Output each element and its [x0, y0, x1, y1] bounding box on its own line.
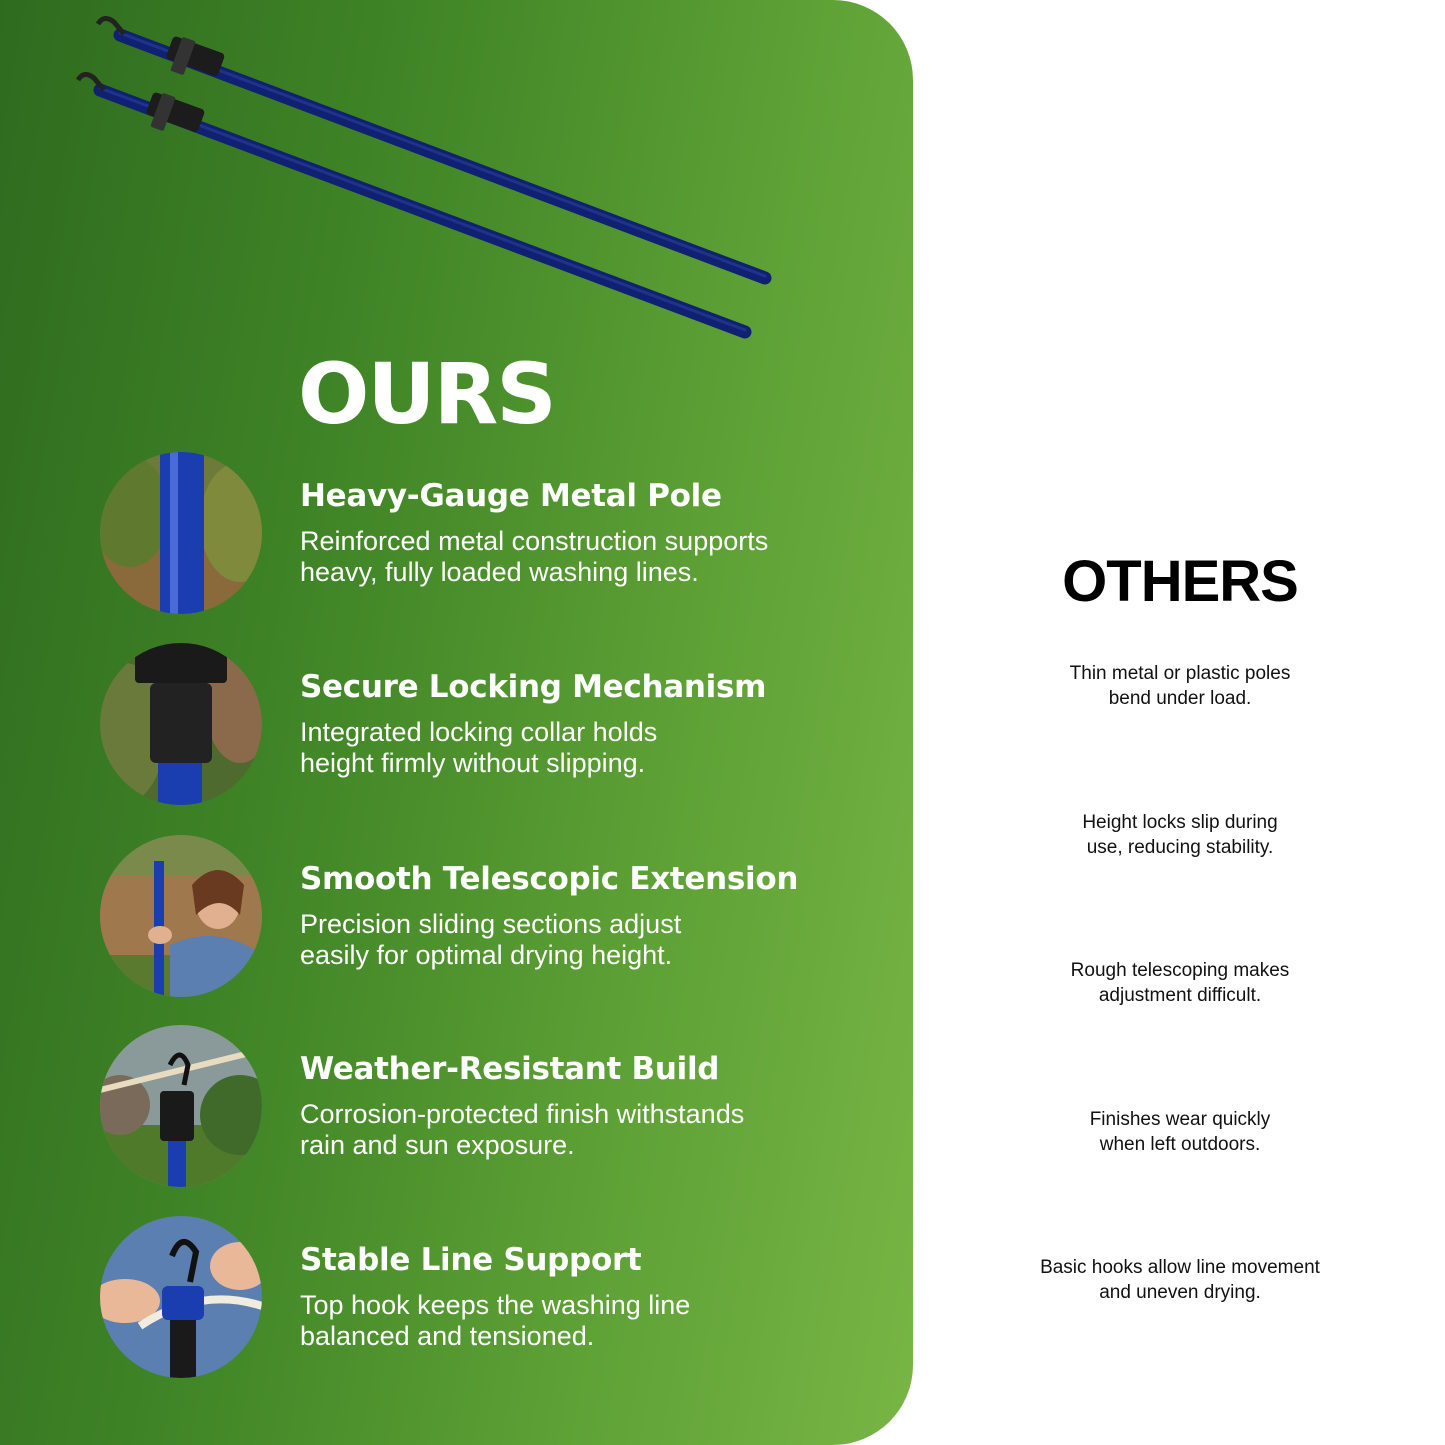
feature-description-line: Corrosion-protected finish withstands — [300, 1099, 745, 1129]
others-item-line: Basic hooks allow line movement — [1040, 1257, 1320, 1278]
feature-description — [300, 1290, 840, 1352]
feature-title: Secure Locking Mechanism — [300, 669, 767, 705]
pole-outdoor-photo — [100, 452, 262, 614]
feature-item — [100, 1025, 860, 1195]
feature-item — [100, 452, 860, 622]
feature-description-line: heavy, fully loaded washing lines. — [300, 557, 699, 587]
others-item-line: adjustment difficult. — [1098, 985, 1262, 1006]
others-item-line: Rough telescoping makes — [1070, 960, 1290, 981]
feature-description-line: easily for optimal drying height. — [300, 940, 673, 970]
others-item — [1000, 958, 1360, 1008]
others-item-line: bend under load. — [1108, 688, 1252, 709]
feature-title: Heavy-Gauge Metal Pole — [300, 478, 722, 514]
ours-title: OURS — [298, 345, 555, 443]
others-item — [1000, 1107, 1360, 1157]
product-poles-image — [0, 0, 913, 360]
others-item-line: when left outdoors. — [1099, 1134, 1261, 1155]
feature-item — [100, 835, 860, 1005]
feature-title: Stable Line Support — [300, 1242, 642, 1278]
feature-title: Weather-Resistant Build — [300, 1051, 720, 1087]
hand-hooking-rope-photo — [100, 1216, 262, 1378]
others-item — [1000, 1255, 1360, 1305]
others-item — [1000, 661, 1360, 711]
feature-description-line: balanced and tensioned. — [300, 1321, 595, 1351]
others-title: OTHERS — [1062, 549, 1298, 614]
others-item-line: use, reducing stability. — [1086, 837, 1274, 858]
others-item-line: and uneven drying. — [1099, 1282, 1261, 1303]
feature-description-line: Integrated locking collar holds — [300, 717, 658, 747]
feature-description-line: Top hook keeps the washing line — [300, 1290, 691, 1320]
others-item — [1000, 810, 1360, 860]
others-item-line: Height locks slip during — [1082, 812, 1278, 833]
feature-item — [100, 643, 860, 813]
others-item-line: Finishes wear quickly — [1089, 1109, 1271, 1130]
feature-description — [300, 526, 840, 588]
woman-extending-pole-photo — [100, 835, 262, 997]
feature-description — [300, 1099, 840, 1161]
pole-upper — [98, 18, 765, 278]
feature-title: Smooth Telescopic Extension — [300, 861, 799, 897]
feature-description — [300, 717, 840, 779]
feature-description-line: Precision sliding sections adjust — [300, 909, 682, 939]
locking-collar-photo — [100, 643, 262, 805]
feature-description-line: Reinforced metal construction supports — [300, 526, 769, 556]
feature-description — [300, 909, 840, 971]
others-item-line: Thin metal or plastic poles — [1069, 663, 1291, 684]
pole-with-rope-garden-photo — [100, 1025, 262, 1187]
pole-lower — [78, 74, 745, 332]
feature-description-line: rain and sun exposure. — [300, 1130, 575, 1160]
feature-item — [100, 1216, 860, 1386]
feature-description-line: height firmly without slipping. — [300, 748, 646, 778]
